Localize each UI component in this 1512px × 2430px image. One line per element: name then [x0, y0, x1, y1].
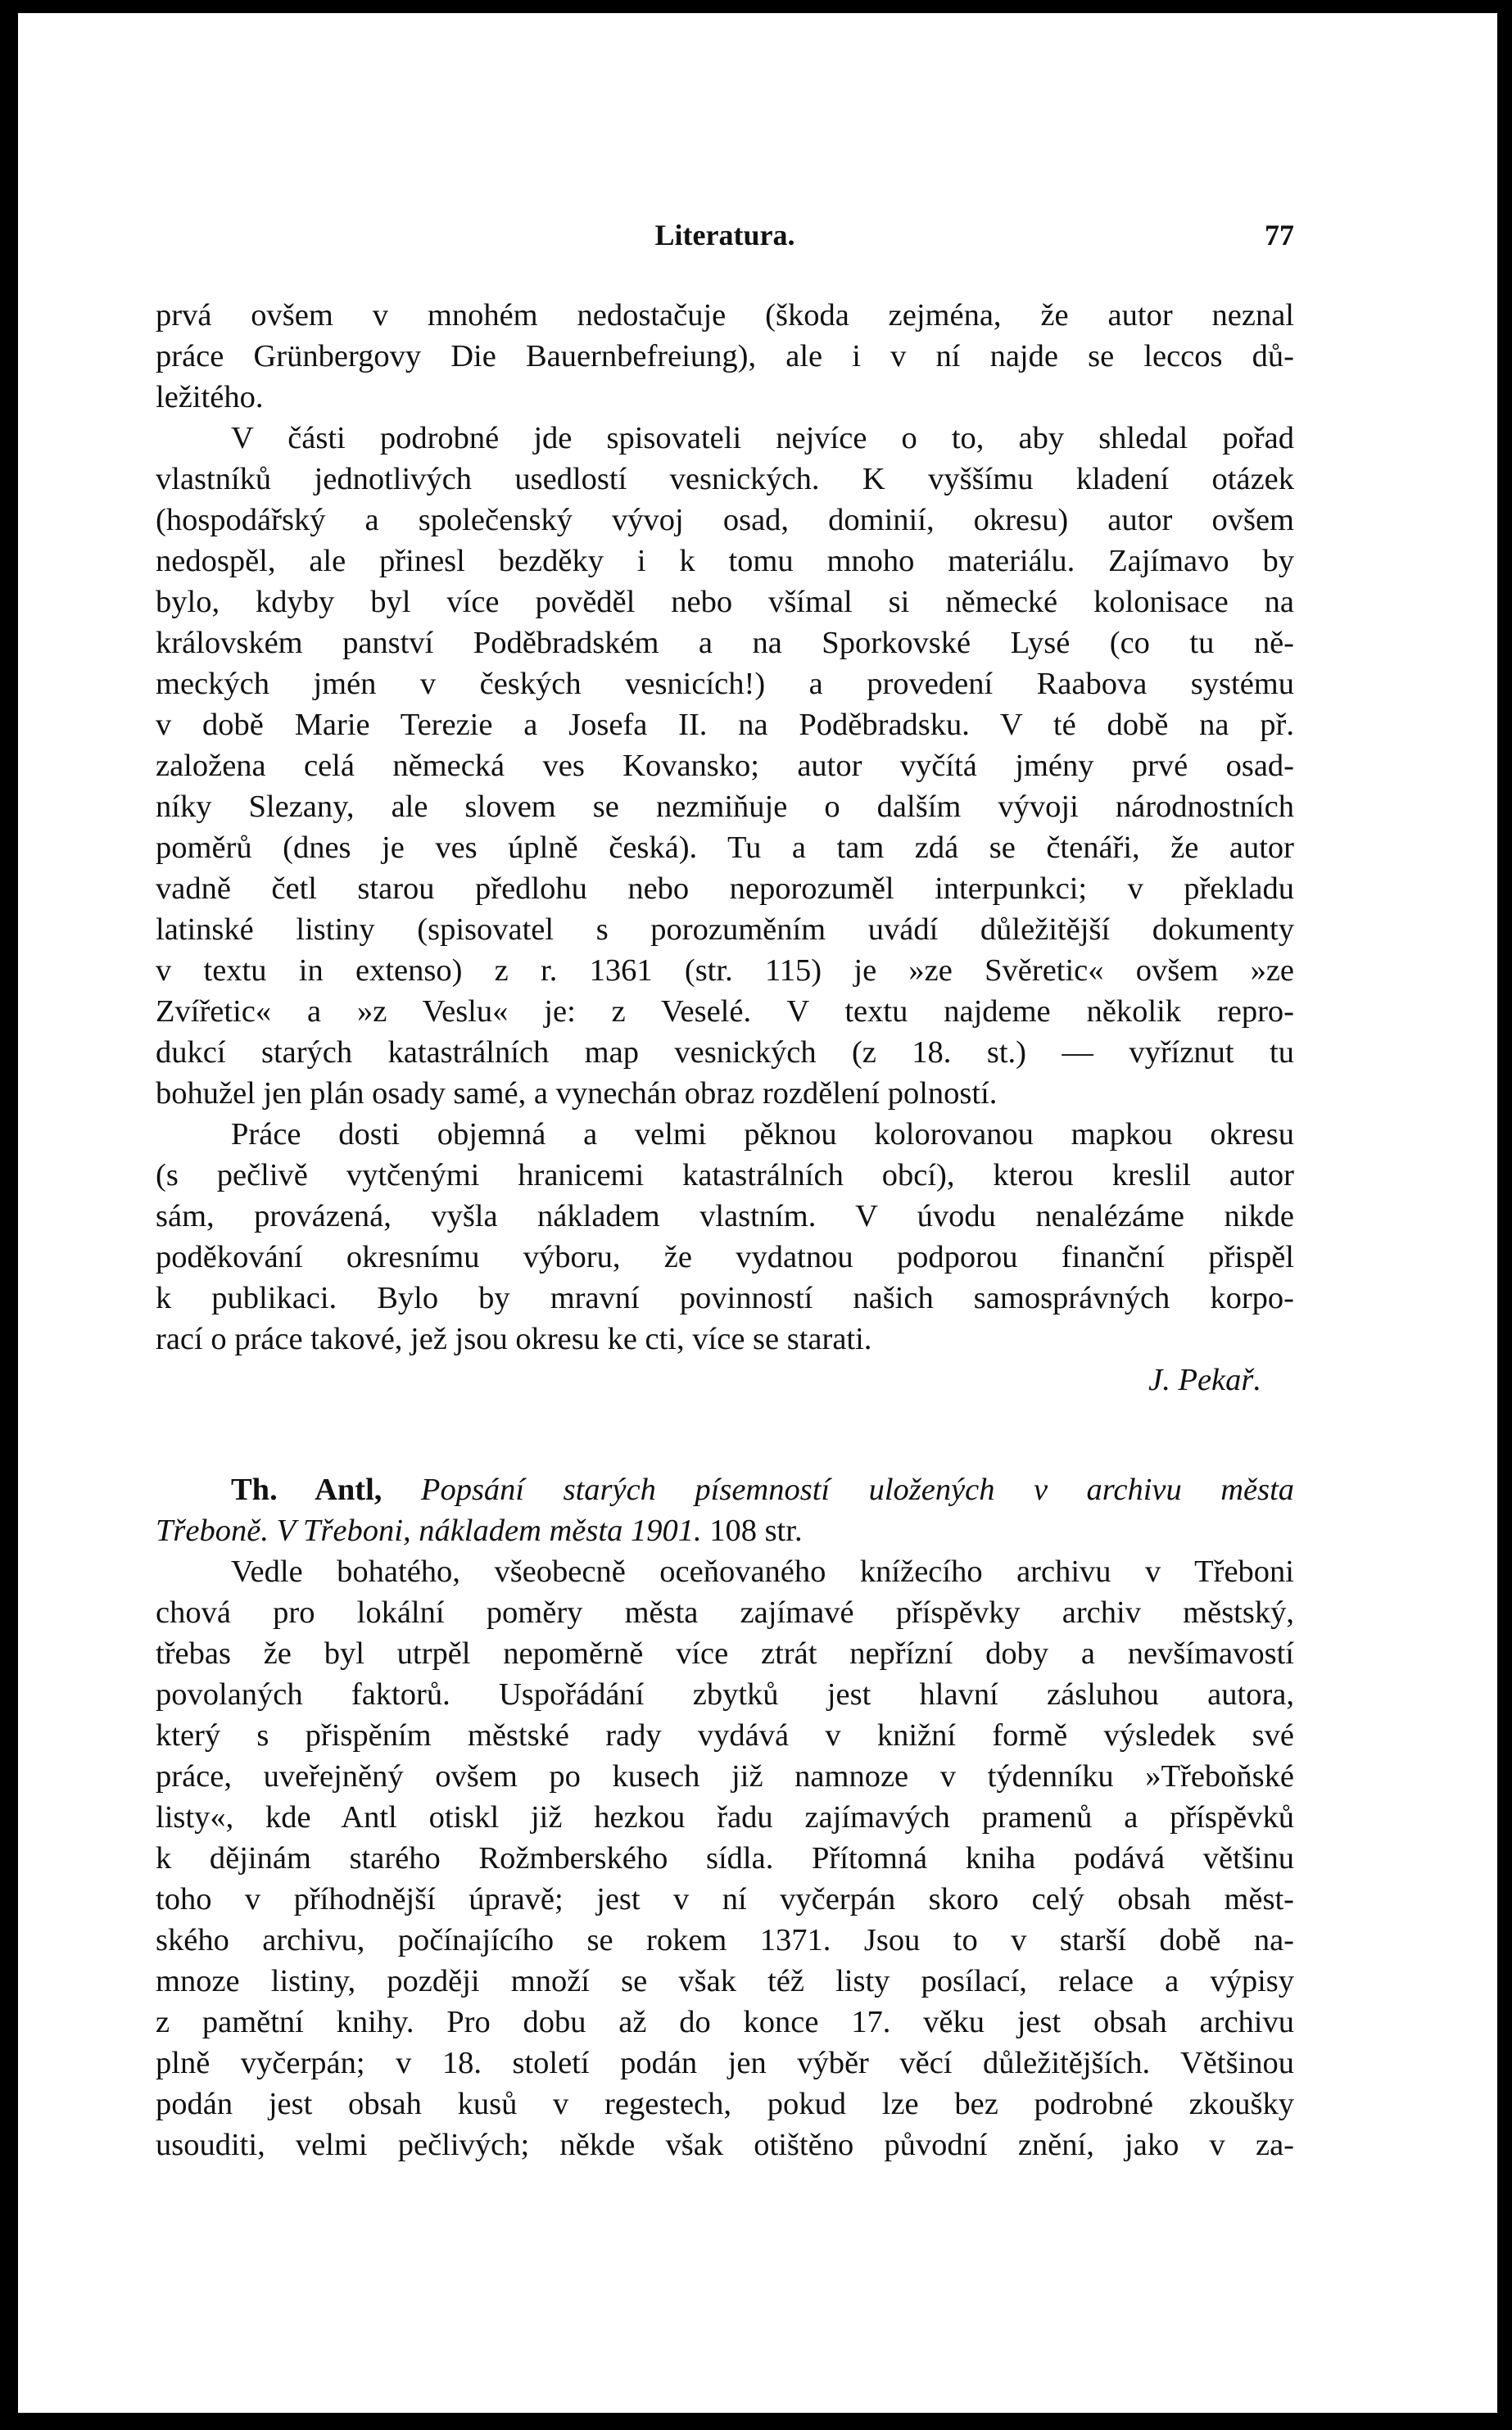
text-line: královském panství Poděbradském a na Sporkovské Lysé (co tu ně-: [156, 626, 1294, 660]
text-line: v době Marie Terezie a Josefa II. na Poděbradsku. V té době na př.: [156, 708, 1294, 742]
text-line: dukcí starých katastrálních map vesnických (z 18. st.) — vyříznut tu: [156, 1035, 1294, 1070]
body-text: [156, 295, 1294, 2165]
text-line: poděkování okresnímu výboru, že vydatnou podporou finanční přispěl: [156, 1240, 1294, 1274]
text-line: chová pro lokální poměry města zajímavé příspěvky archiv městský,: [156, 1595, 1294, 1630]
text-line: mnoze listiny, později množí se však též listy posílací, relace a výpisy: [156, 1964, 1294, 1998]
text-line: V části podrobné jde spisovateli nejvíce o to, aby shledal pořad: [231, 421, 1294, 455]
text-line: poměrů (dnes je ves úplně česká). Tu a tam zdá se čtenáři, že autor: [156, 830, 1294, 865]
text-line: v textu in extenso) z r. 1361 (str. 115) je »ze Svěretic« ovšem »ze: [156, 953, 1294, 988]
text-line: listy«, kde Antl otiskl již hezkou řadu zajímavých pramenů a příspěvků: [156, 1800, 1294, 1835]
text-line: Zvířetic« a »z Veslu« je: z Veselé. V textu najdeme několik repro-: [156, 994, 1294, 1029]
text-line: založena celá německá ves Kovansko; autor vyčítá jmény prvé osad-: [156, 749, 1294, 783]
page-header: [156, 215, 1294, 256]
text-line: (hospodářský a společenský vývoj osad, dominií, okresu) autor ovšem: [156, 503, 1294, 537]
text-line: z pamětní knihy. Pro dobu až do konce 17. věku jest obsah archivu: [156, 2005, 1294, 2039]
text-line: toho v příhodnější úpravě; jest v ní vyčerpán skoro celý obsah měst-: [156, 1882, 1294, 1916]
running-head: Literatura.: [654, 219, 795, 251]
text-line: sám, provázená, vyšla nákladem vlastním. V úvodu nenalézáme nikde: [156, 1199, 1294, 1233]
text-line: vlastníků jednotlivých usedlostí vesnických. K vyššímu kladení otázek: [156, 462, 1294, 496]
section-gap: [156, 1401, 1294, 1469]
text-line: latinské listiny (spisovatel s porozuměním uvádí důležitější dokumenty: [156, 912, 1294, 947]
page-number: 77: [1265, 219, 1294, 251]
text-line: rací o práce takové, jež jsou okresu ke cti, více se starati.: [156, 1322, 872, 1356]
text-line: plně vyčerpán; v 18. století podán jen výběr věcí důležitějších. Většinou: [156, 2046, 1294, 2080]
text-line: podán jest obsah kusů v regestech, pokud lze bez podrobné zkoušky: [156, 2087, 1294, 2121]
text-line: bohužel jen plán osady samé, a vynechán obraz rozdělení polností.: [156, 1076, 998, 1111]
text-line: který s přispěním městské rady vydává v knižní formě výsledek své: [156, 1718, 1294, 1753]
text-line: nedospěl, ale přinesl bezděky i k tomu mnoho materiálu. Zajímavo by: [156, 544, 1294, 578]
text-line: prvá ovšem v mnohém nedostačuje (škoda zejména, že autor neznal: [156, 298, 1294, 333]
text-line: (s pečlivě vytčenými hranicemi katastrálních obcí), kterou kreslil autor: [156, 1158, 1294, 1192]
text-line: k publikaci. Bylo by mravní povinností našich samosprávných korpo-: [156, 1281, 1294, 1315]
text-line: bylo, kdyby byl více pověděl nebo všímal si německé kolonisace na: [156, 585, 1294, 619]
text-line: usouditi, velmi pečlivých; někde však otištěno původní znění, jako v za-: [156, 2128, 1294, 2162]
text-line: ského archivu, počínajícího se rokem 1371. Jsou to v starší době na-: [156, 1923, 1294, 1957]
text-line: Vedle bohatého, všeobecně oceňovaného knížecího archivu v Třeboni: [231, 1554, 1294, 1589]
text-line: práce, uveřejněný ovšem po kusech již namnoze v týdenníku »Třeboňské: [156, 1759, 1294, 1794]
text-line: vadně četl starou předlohu nebo neporozuměl interpunkci; v překladu: [156, 871, 1294, 906]
text-line: třebas že byl utrpěl nepoměrně více ztrát nepřízní doby a nevšímavostí: [156, 1636, 1294, 1671]
text-line: povolaných faktorů. Uspořádání zbytků jest hlavní zásluhou autora,: [156, 1677, 1294, 1712]
citation-line: [156, 1510, 1294, 1551]
citation-pages: 108 str.: [709, 1514, 803, 1548]
citation-author: Th. Antl,: [231, 1473, 383, 1507]
text-line: práce Grünbergovy Die Bauernbefreiung), ale i v ní najde se leccos dů-: [156, 339, 1294, 373]
text-line: k dějinám starého Rožmberského sídla. Přítomná kniha podává většinu: [156, 1841, 1294, 1876]
citation-publication: Třeboně. V Třeboni, nákladem města 1901.: [156, 1514, 702, 1548]
text-line: Práce dosti objemná a velmi pěknou kolorovanou mapkou okresu: [231, 1117, 1294, 1152]
text-line: ležitého.: [156, 380, 264, 414]
citation-line: [156, 1469, 1294, 1510]
review-signature: J. Pekař.: [1148, 1363, 1261, 1397]
citation-title: Popsání starých písemností uložených v archivu města: [420, 1473, 1294, 1507]
text-line: níky Slezany, ale slovem se nezmiňuje o dalším vývoji národnostních: [156, 790, 1294, 824]
text-line: meckých jmén v českých vesnicích!) a provedení Raabova systému: [156, 667, 1294, 701]
